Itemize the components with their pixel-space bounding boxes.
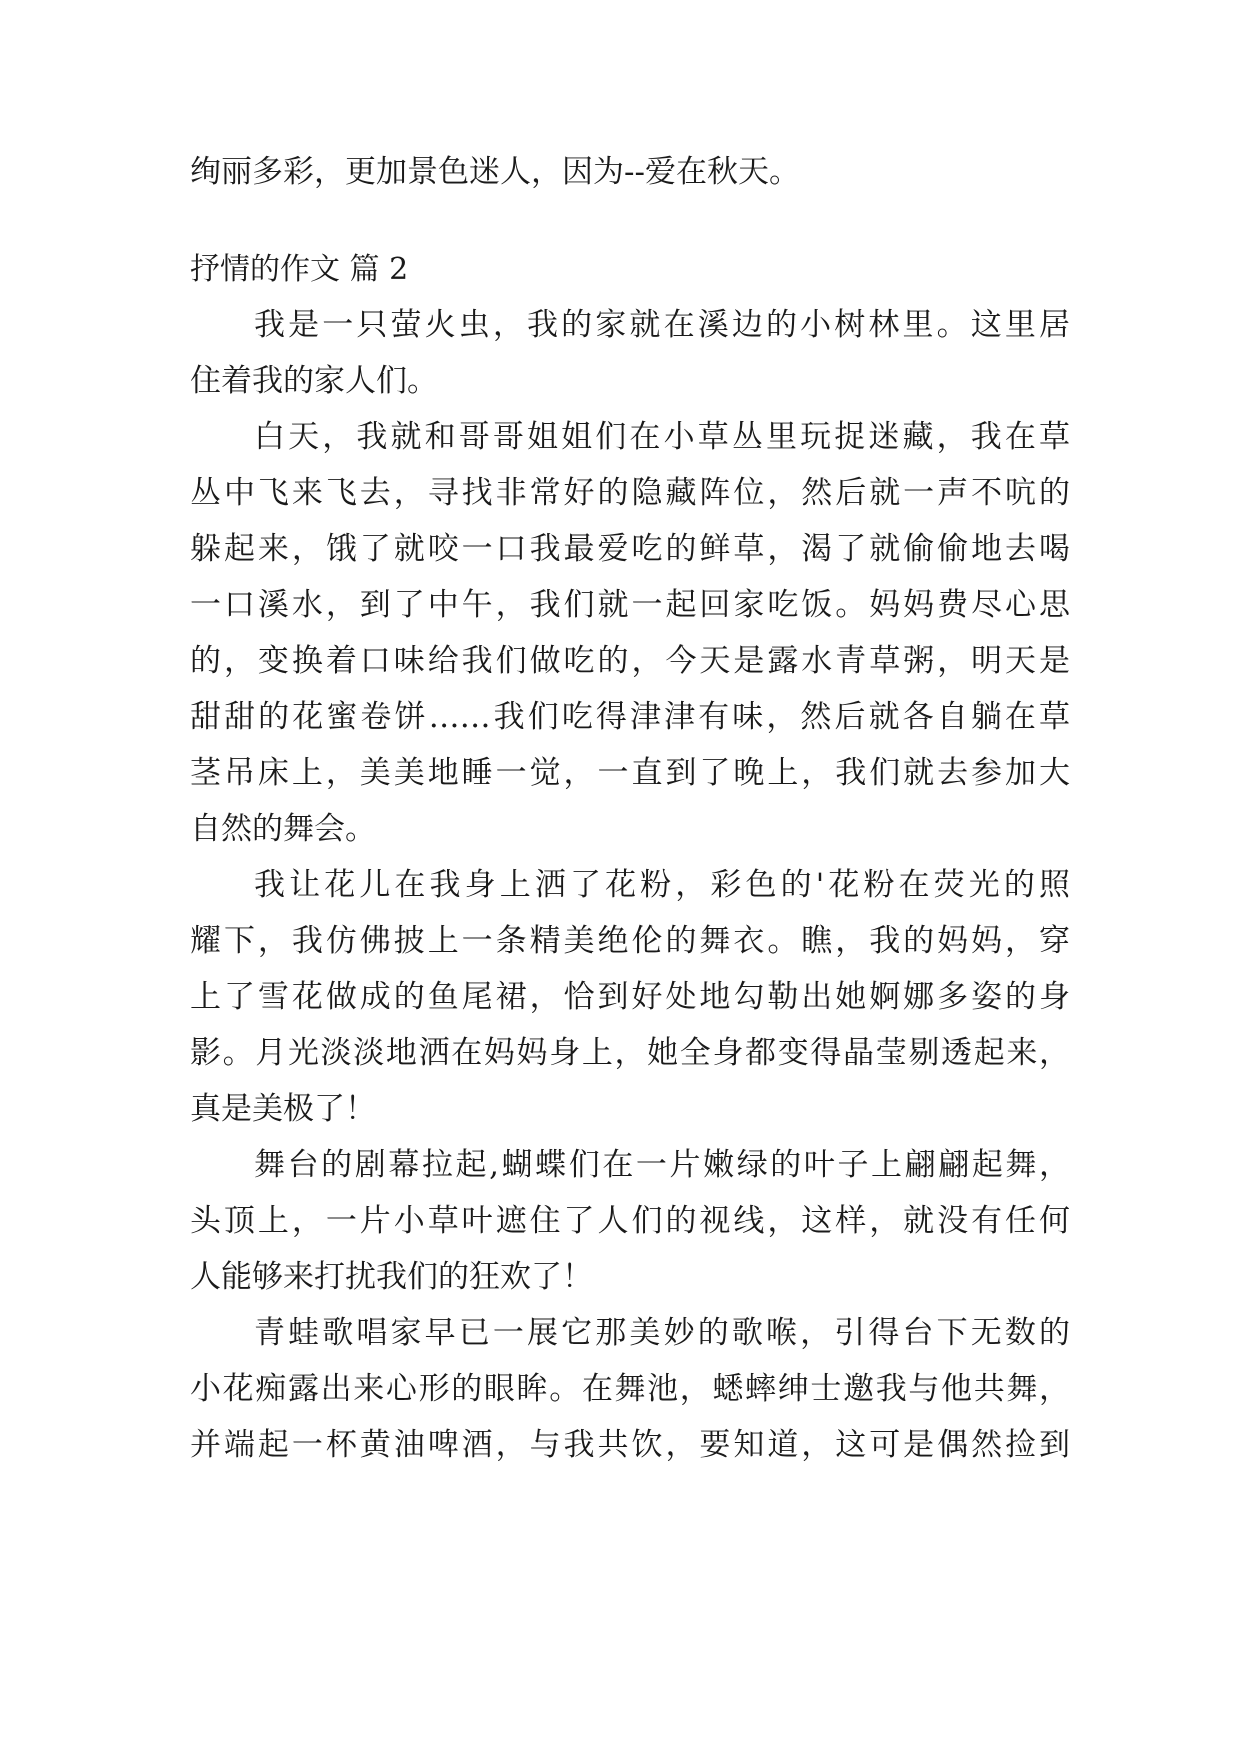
paragraph-line: 我是一只萤火虫，我的家就在溪边的小树林里。这里居 <box>254 307 1070 343</box>
paragraph-line: 躲起来，饿了就咬一口我最爱吃的鲜草，渴了就偷偷地去喝 <box>190 531 1070 567</box>
paragraph-line: 自然的舞会。 <box>190 811 376 847</box>
paragraph-line: 甜甜的花蜜卷饼……我们吃得津津有味，然后就各自躺在草 <box>190 699 1070 735</box>
paragraph-line: 舞台的剧幕拉起,蝴蝶们在一片嫩绿的叶子上翩翩起舞， <box>254 1147 1070 1183</box>
paragraph-line: 上了雪花做成的鱼尾裙，恰到好处地勾勒出她婀娜多姿的身 <box>190 979 1070 1015</box>
paragraph-line: 绚丽多彩，更加景色迷人，因为--爱在秋天。 <box>190 154 800 190</box>
paragraph-line: 我让花儿在我身上洒了花粉，彩色的'花粉在荧光的照 <box>254 867 1070 903</box>
paragraph-line: 耀下，我仿佛披上一条精美绝伦的舞衣。瞧，我的妈妈，穿 <box>190 923 1070 959</box>
paragraph-line: 住着我的家人们。 <box>190 363 438 399</box>
section-heading: 抒情的作文 篇 2 <box>190 252 409 287</box>
paragraph-line: 人能够来打扰我们的狂欢了！ <box>190 1259 593 1295</box>
paragraph-line: 影。月光淡淡地洒在妈妈身上，她全身都变得晶莹剔透起来， <box>190 1035 1070 1071</box>
paragraph-line: 一口溪水，到了中午，我们就一起回家吃饭。妈妈费尽心思 <box>190 587 1070 623</box>
paragraph-line: 茎吊床上，美美地睡一觉，一直到了晚上，我们就去参加大 <box>190 755 1070 791</box>
paragraph-line: 并端起一杯黄油啤酒，与我共饮，要知道，这可是偶然捡到 <box>190 1427 1070 1463</box>
paragraph-line: 青蛙歌唱家早已一展它那美妙的歌喉，引得台下无数的 <box>254 1315 1070 1351</box>
paragraph-line: 的，变换着口味给我们做吃的，今天是露水青草粥，明天是 <box>190 643 1070 679</box>
paragraph-line: 小花痴露出来心形的眼眸。在舞池，蟋蟀绅士邀我与他共舞， <box>190 1371 1070 1407</box>
paragraph-line: 丛中飞来飞去，寻找非常好的隐藏阵位，然后就一声不吭的 <box>190 475 1070 511</box>
paragraph-line: 真是美极了！ <box>190 1091 376 1127</box>
paragraph-line: 白天，我就和哥哥姐姐们在小草丛里玩捉迷藏，我在草 <box>254 419 1070 455</box>
paragraph-line: 头顶上，一片小草叶遮住了人们的视线，这样，就没有任何 <box>190 1203 1070 1239</box>
